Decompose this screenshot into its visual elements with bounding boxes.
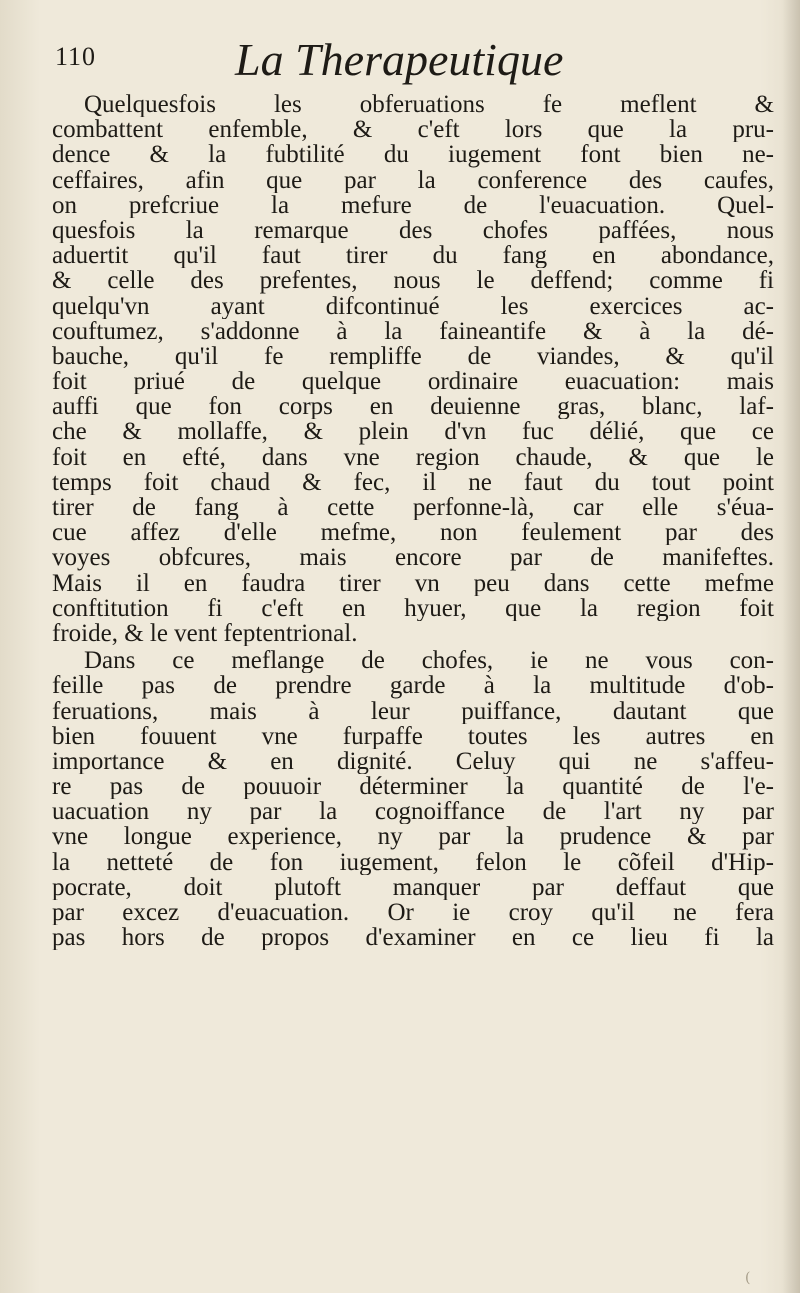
text-line: pocrate, doit plutoft manquer par deffaut que (52, 874, 774, 900)
text-line: aduertit qu'il faut tirer du fang en abondance, (52, 243, 774, 269)
text-line: Dans ce meflange de chofes, ie ne vous con- (84, 648, 774, 674)
text-line: auffi que fon corps en deuienne gras, blanc, laf- (52, 394, 774, 420)
text-line: la netteté de fon iugement, felon le cõfeil d'Hip- (52, 849, 774, 875)
text-line: voyes obfcures, mais encore par de manifeftes. (52, 545, 774, 571)
text-line: temps foit chaud & fec, il ne faut du tout point (52, 469, 774, 495)
text-line: che & mollaffe, & plein d'vn fuc délié, que ce (52, 419, 774, 445)
text-line: foit priué de quelque ordinaire euacuation: mais (52, 369, 774, 395)
text-line: dence & la fubtilité du iugement font bien ne- (52, 142, 774, 168)
text-line: ceffaires, afin que par la conference des caufes, (52, 167, 774, 193)
text-line: bien fouuent vne furpaffe toutes les autres en (52, 723, 774, 749)
body-text (52, 92, 774, 950)
text-line: conftitution fi c'eft en hyuer, que la region foit (52, 595, 774, 621)
text-line: Quelquesfois les obferuations fe meflent & (84, 92, 774, 118)
page-corner-mark: ( (745, 1270, 751, 1286)
text-line: cue affez d'elle mefme, non feulement par des (52, 520, 774, 546)
text-line: pas hors de propos d'examiner en ce lieu fi la (52, 925, 774, 951)
text-line: importance & en dignité. Celuy qui ne s'affeu- (52, 748, 774, 775)
text-line: combattent enfemble, & c'eft lors que la pru- (52, 117, 774, 143)
text-line: re pas de pouuoir déterminer la quantité de l'e- (52, 774, 774, 800)
text-line: Mais il en faudra tirer vn peu dans cette mefme (52, 570, 774, 596)
text-line: couftumez, s'addonne à la faineantife & à la dé- (52, 318, 774, 344)
page-number: 110 (55, 42, 97, 71)
page-edge-shadow (782, 0, 800, 1293)
text-line: bauche, qu'il fe rempliffe de viandes, & qu'il (52, 343, 774, 370)
text-line: quelqu'vn ayant difcontinué les exercices ac- (52, 293, 774, 319)
text-line: tirer de fang à cette perfonne-là, car elle s'éua- (52, 495, 774, 521)
text-line: froide, & le vent feptentrional. (52, 620, 358, 647)
text-line: vne longue experience, ny par la prudence & par (52, 824, 774, 850)
page-header (0, 30, 800, 90)
text-line: uacuation ny par la cognoiffance de l'art ny par (52, 799, 774, 825)
text-line: quesfois la remarque des chofes paffées, nous (52, 217, 774, 244)
text-line: & celle des prefentes, nous le deffend; comme fi (52, 268, 774, 294)
running-title: La Therapeutique (235, 34, 564, 85)
text-line: par excez d'euacuation. Or ie croy qu'il ne fera (52, 900, 774, 926)
text-line: foit en efté, dans vne region chaude, & que le (52, 444, 774, 470)
text-line: on prefcriue la mefure de l'euacuation. Quel- (52, 192, 774, 218)
text-line: feille pas de prendre garde à la multitude d'ob- (52, 673, 774, 699)
text-line: feruations, mais à leur puiffance, dautant que (52, 698, 774, 724)
